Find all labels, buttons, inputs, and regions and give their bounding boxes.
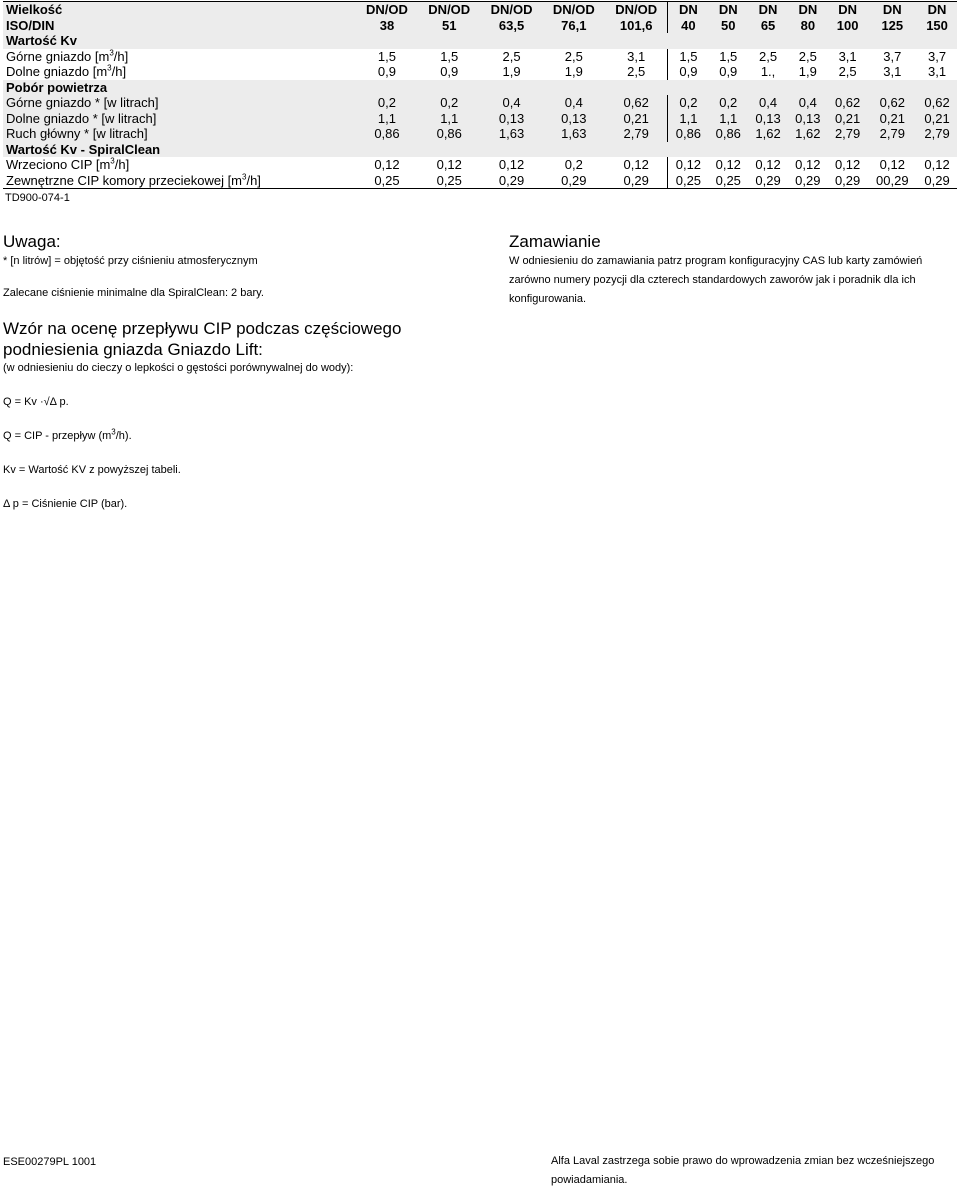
header-size-cell: DN	[838, 2, 857, 17]
value-cell: 2,5	[798, 48, 817, 64]
value-cell: 0,29	[605, 173, 668, 189]
value-cell: 0,9	[440, 64, 459, 79]
row-label-text: Dolne gniazdo * [w litrach]	[6, 110, 157, 126]
value-cell: 0,12	[924, 157, 950, 172]
header-size-cell: 100	[836, 17, 859, 33]
header-size-cell: 63,5	[498, 17, 525, 33]
value-cell: 0,62	[924, 95, 950, 110]
section-title-row	[3, 33, 957, 49]
header-row-iso-din	[3, 18, 957, 34]
section-title: Pobór powietrza	[6, 79, 108, 95]
value-cell: 1,62	[795, 126, 821, 141]
ordering-text: W odniesieniu do zamawiania patrz program konfiguracyjny CAS lub karty zamówień zarówno numery pozycji dla czterech standardowych zaworów jak i poradnik dla ich konfigurowania.	[509, 255, 923, 305]
value-cell: 3,7	[928, 48, 947, 64]
value-cell: 1,62	[755, 126, 781, 141]
value-cell: 0,2	[440, 95, 459, 110]
header-size-cell: 65	[760, 17, 776, 33]
value-cell: 2,79	[623, 126, 649, 141]
value-cell: 0,29	[480, 173, 542, 189]
value-cell: 0,13	[561, 110, 587, 126]
header-size-cell: DN	[927, 2, 947, 17]
header-size-cell: 38	[379, 17, 395, 33]
value-cell: 1,5	[668, 49, 708, 65]
row-label-text: Górne gniazdo * [w litrach]	[6, 95, 159, 110]
value-cell: 0,29	[543, 173, 605, 189]
superscript: 3	[109, 48, 114, 58]
row-label	[3, 49, 356, 65]
value-cell: 00,29	[868, 173, 918, 189]
header-size-cell: DN/OD	[428, 2, 471, 17]
superscript: 3	[107, 63, 112, 73]
header-row-size	[3, 2, 957, 18]
value-cell: 0,2	[668, 95, 708, 111]
section-title: Wartość Kv	[6, 33, 78, 48]
row-label	[3, 95, 356, 111]
value-cell: 0,25	[418, 173, 480, 189]
header-size-cell: DN/OD	[615, 2, 658, 17]
note-line-2: Zalecane ciśnienie minimalne dla SpiralClean: 2 bary.	[3, 287, 264, 299]
value-cell: 3,1	[838, 48, 857, 64]
header-size-cell: DN	[668, 2, 708, 18]
row-label-text: Ruch główny * [w litrach]	[6, 126, 148, 141]
table-row	[3, 64, 957, 80]
equation-q-definition-unit: /h).	[115, 430, 132, 442]
value-cell: 3,1	[627, 48, 646, 64]
value-cell: 0,2	[564, 157, 583, 172]
footer-document-code: ESE00279PL 1001	[3, 1156, 97, 1168]
value-cell: 0,29	[788, 173, 828, 189]
value-cell: 3,7	[883, 48, 902, 64]
header-size-cell: DN	[758, 2, 778, 17]
value-cell: 0,12	[498, 157, 525, 172]
value-cell: 0,86	[668, 126, 708, 142]
footer-disclaimer: Alfa Laval zastrzega sobie prawo do wprowadzenia zmian bez wcześniejszego powiadamiania.	[551, 1155, 935, 1186]
row-label-text: Dolne gniazdo [m	[6, 64, 108, 79]
ordering-heading: Zamawianie	[509, 232, 601, 251]
table-reference: TD900-074-1	[5, 192, 70, 204]
value-cell: 3,1	[928, 64, 947, 79]
value-cell: 1,9	[798, 64, 817, 79]
value-cell: 0,4	[798, 95, 817, 110]
value-cell: 0,86	[715, 126, 741, 141]
header-size-cell: DN	[798, 2, 818, 17]
value-cell: 0,13	[755, 110, 781, 126]
value-cell: 0,62	[834, 95, 861, 110]
row-label	[3, 173, 356, 189]
value-cell: 0,12	[623, 157, 649, 172]
header-size-cell: 76,1	[561, 17, 587, 33]
value-cell: 2,5	[502, 48, 521, 64]
header-size-cell: DN	[882, 2, 902, 17]
value-cell: 2,79	[924, 126, 950, 141]
value-cell: 1,5	[440, 48, 459, 64]
value-cell: 0,12	[374, 157, 400, 172]
table-row	[3, 111, 957, 127]
value-cell: 3,1	[883, 64, 902, 79]
value-cell: 0,12	[715, 157, 741, 172]
header-size-cell: 50	[721, 17, 736, 33]
value-cell: 1,1	[719, 110, 738, 126]
value-cell: 0,29	[748, 173, 788, 189]
value-cell: 0,12	[879, 157, 905, 172]
formula-subtitle: (w odniesieniu do cieczy o lepkości o gęstości porównywalnej do wody):	[3, 362, 354, 374]
header-size-cell: DN/OD	[366, 2, 408, 17]
value-cell: 0,29	[917, 173, 957, 189]
header-size-cell: 80	[800, 17, 816, 33]
superscript: 3	[110, 156, 115, 166]
value-cell: 1,1	[377, 110, 396, 126]
row-label-unit: /h]	[113, 48, 129, 64]
row-label	[3, 111, 356, 127]
value-cell: 0,2	[719, 95, 738, 110]
equation-q: Q = Kv ·√Δ p.	[3, 396, 69, 408]
header-size-cell: 101,6	[619, 17, 653, 33]
equation-kv-definition: Kv = Wartość KV z powyższej tabeli.	[3, 464, 181, 476]
table-row	[3, 49, 957, 65]
value-cell: 0,25	[708, 173, 748, 189]
value-cell: 0,29	[828, 173, 868, 189]
equation-q-definition-text: Q = CIP - przepływ (m	[3, 430, 112, 442]
equation-dp-definition: Δ p = Ciśnienie CIP (bar).	[3, 498, 128, 510]
equation-q-definition	[3, 427, 132, 442]
value-cell: 1,63	[561, 126, 587, 141]
value-cell: 1,9	[502, 64, 521, 79]
value-cell: 2,5	[838, 64, 857, 79]
value-cell: 1,1	[668, 111, 708, 127]
value-cell: 2,5	[759, 48, 778, 64]
value-cell: 0,12	[795, 157, 821, 172]
header-size-cell: 51	[442, 17, 457, 33]
superscript: 3	[111, 427, 116, 437]
row-label-text: Górne gniazdo [m	[6, 48, 110, 64]
value-cell: 2,79	[834, 126, 861, 141]
value-cell: 0,62	[623, 95, 649, 110]
value-cell: 0,21	[623, 110, 649, 126]
value-cell: 0,13	[795, 110, 821, 126]
value-cell: 1,63	[498, 126, 525, 141]
table-row	[3, 126, 957, 142]
value-cell: 0,12	[668, 157, 708, 173]
value-cell: 0,13	[498, 110, 525, 126]
table-row	[3, 173, 957, 189]
value-cell: 1,9	[564, 64, 583, 79]
value-cell: 0,4	[502, 95, 521, 110]
row-label-text: Wrzeciono CIP [m	[6, 157, 111, 172]
value-cell: 0,21	[924, 110, 950, 126]
row-label-unit: /h]	[111, 64, 127, 79]
section-title-row	[3, 80, 957, 96]
table-row	[3, 157, 957, 173]
value-cell: 1,1	[440, 110, 459, 126]
value-cell: 0,25	[668, 173, 708, 189]
value-cell: 0,12	[436, 157, 462, 172]
value-cell: 0,21	[879, 110, 905, 126]
header-label-cell: ISO/DIN	[6, 17, 55, 33]
section-title-row	[3, 142, 957, 158]
value-cell: 0,12	[755, 157, 781, 172]
spec-table	[3, 1, 957, 189]
value-cell: 0,9	[668, 64, 708, 80]
header-size-cell: DN	[718, 2, 738, 17]
row-label	[3, 126, 356, 142]
header-size-cell: 150	[926, 17, 948, 33]
row-label-unit: /h]	[246, 172, 261, 188]
value-cell: 0,2	[377, 95, 396, 110]
row-label-text: Zewnętrzne CIP komory przeciekowej [m	[6, 172, 243, 188]
value-cell: 1,5	[719, 48, 738, 64]
value-cell: 1,5	[377, 48, 396, 64]
header-size-cell: DN/OD	[552, 2, 595, 17]
value-cell: 0,25	[356, 173, 418, 189]
value-cell: 1.,	[760, 64, 776, 79]
row-label	[3, 64, 356, 80]
value-cell: 0,86	[374, 126, 400, 141]
section-title: Wartość Kv - SpiralClean	[6, 141, 161, 157]
value-cell: 2,5	[564, 48, 583, 64]
header-size-cell: 125	[881, 17, 904, 33]
value-cell: 0,4	[759, 95, 778, 110]
note-heading: Uwaga:	[3, 232, 61, 251]
note-line-1: * [n litrów] = objętość przy ciśnieniu atmosferycznym	[3, 255, 258, 267]
header-size-cell: 40	[668, 18, 708, 34]
value-cell: 0,9	[719, 64, 738, 79]
value-cell: 0,4	[564, 95, 583, 110]
value-cell: 0,21	[834, 110, 861, 126]
value-cell: 2,5	[627, 64, 646, 79]
row-label	[3, 157, 356, 173]
formula-heading: Wzór na ocenę przepływu CIP podczas częściowego podniesienia gniazda Gniazdo Lift:	[3, 319, 402, 359]
header-label-cell: Wielkość	[6, 2, 63, 17]
table-row	[3, 95, 957, 111]
row-label-unit: /h]	[114, 157, 130, 172]
value-cell: 0,9	[377, 64, 396, 79]
header-size-cell: DN/OD	[490, 2, 533, 17]
value-cell: 0,62	[879, 95, 905, 110]
value-cell: 2,79	[879, 126, 905, 141]
superscript: 3	[242, 172, 247, 182]
value-cell: 0,86	[436, 126, 462, 141]
value-cell: 0,12	[834, 157, 861, 172]
